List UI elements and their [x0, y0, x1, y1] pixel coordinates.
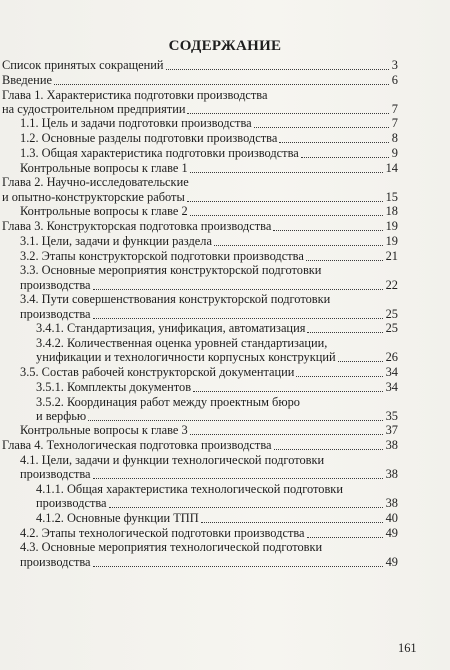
toc-dot-leader [190, 434, 383, 435]
toc-entry-text: 4.2. Этапы технологической подготовки производства [20, 525, 305, 540]
toc-entry-text: Глава 4. Технологическая подготовка производства [2, 438, 272, 453]
toc-entry-text: 3.1. Цели, задачи и функции раздела [20, 233, 212, 248]
toc-dot-leader [187, 113, 389, 114]
toc-entry-text: Список принятых сокращений [2, 58, 164, 72]
toc-entry-text: Глава 2. Научно-исследовательские [2, 175, 189, 190]
toc-entry-text: Глава 3. Конструкторская подготовка производства [2, 219, 272, 234]
toc-entry-text: 3.4.1. Стандартизация, унификация, автоматизация [36, 321, 306, 336]
toc-entry-text: производства [20, 277, 91, 292]
toc-dot-leader [109, 507, 383, 508]
toc-entry-text: и опытно-конструкторские работы [2, 189, 185, 204]
toc-page-number: 25 [385, 321, 398, 336]
toc-dot-leader [190, 172, 383, 173]
toc-page-number: 7 [391, 116, 398, 131]
toc-entry-text: и верфью [36, 408, 87, 423]
toc-entry-text: 3.4. Пути совершенствования конструкторской подготовки [20, 292, 331, 307]
toc-page-number: 49 [385, 554, 398, 569]
toc-dot-leader [307, 332, 383, 333]
toc-entry-text: Контрольные вопросы к главе 1 [20, 160, 188, 175]
toc-dot-leader [88, 420, 383, 421]
toc-entry-text: 1.1. Цель и задачи подготовки производства [20, 116, 252, 131]
toc-dot-leader [166, 69, 389, 70]
toc-entry-text: 1.2. Основные разделы подготовки производства [20, 131, 278, 146]
toc-entry-text: Глава 1. Характеристика подготовки производства [2, 87, 268, 102]
toc-entry-text: производства [36, 496, 107, 511]
toc-dot-leader [93, 478, 383, 479]
toc-dot-leader [301, 157, 389, 158]
toc-entry-text: 4.1.1. Общая характеристика технологической подготовки [36, 481, 343, 496]
toc-page-number: 35 [385, 408, 398, 423]
toc-entry-text: 4.3. Основные мероприятия технологической подготовки [20, 540, 323, 555]
page-title: СОДЕРЖАНИЕ [168, 38, 282, 54]
toc-entry-text: 3.2. Этапы конструкторской подготовки производства [20, 248, 304, 263]
toc-dot-leader [214, 245, 383, 246]
toc-page-number: 7 [391, 101, 398, 116]
toc-page-number: 38 [385, 438, 398, 453]
toc-entry-text: на судостроительном предприятии [2, 101, 186, 116]
toc-entry-text: 3.5.2. Координация работ между проектным бюро [36, 394, 301, 409]
toc-entry-text: 4.1. Цели, задачи и функции технологической подготовки [20, 452, 325, 467]
toc-dot-leader [93, 318, 383, 319]
toc-entry-text: Контрольные вопросы к главе 3 [20, 423, 188, 438]
toc-page-number: 14 [385, 160, 398, 175]
toc-page-number: 37 [385, 423, 398, 438]
toc-page-number: 19 [385, 233, 398, 248]
toc-entry-text: 3.4.2. Количественная оценка уровней стандартизации, [36, 336, 328, 351]
toc-dot-leader [306, 260, 383, 261]
toc-entry-text: производства [20, 467, 91, 482]
toc-page-number: 18 [385, 204, 398, 219]
toc-entry-text: унификации и технологичности корпусных конструкций [36, 350, 336, 365]
toc-dot-leader [190, 215, 383, 216]
toc-page-number: 22 [385, 277, 398, 292]
toc-page-number: 9 [391, 145, 398, 160]
toc-dot-leader [54, 84, 389, 85]
toc-entry-text: 4.1.2. Основные функции ТПП [36, 510, 199, 525]
toc-entry-text: 3.5.1. Комплекты документов [36, 379, 192, 394]
toc-dot-leader [201, 522, 383, 523]
toc-dot-leader [193, 391, 383, 392]
toc-dot-leader [279, 142, 389, 143]
toc-page-number: 38 [385, 467, 398, 482]
toc-page-number: 25 [385, 306, 398, 321]
toc-entry-text: 3.3. Основные мероприятия конструкторской подготовки [20, 263, 322, 278]
toc-page-number: 38 [385, 496, 398, 511]
toc-entry-text: Контрольные вопросы к главе 2 [20, 204, 188, 219]
toc-dot-leader [274, 449, 383, 450]
toc-dot-leader [93, 289, 383, 290]
toc-dot-leader [307, 537, 383, 538]
toc-page-number: 40 [385, 510, 398, 525]
toc-page-number: 3 [391, 58, 398, 72]
toc-entry-text: Введение [2, 72, 52, 87]
toc-entry-text: 3.5. Состав рабочей конструкторской документации [20, 365, 295, 379]
toc-entry-text: производства [20, 554, 91, 569]
toc-entry-text: 1.3. Общая характеристика подготовки производства [20, 145, 299, 160]
toc-page-number: 8 [391, 131, 398, 146]
toc-page-number: 49 [385, 525, 398, 540]
toc-page-number: 26 [385, 350, 398, 365]
toc-dot-leader [338, 361, 383, 362]
toc-dot-leader [273, 230, 383, 231]
toc-page-number: 21 [385, 248, 398, 263]
toc-page-number: 6 [391, 72, 398, 87]
toc-dot-leader [254, 127, 389, 128]
toc-page-number: 15 [385, 189, 398, 204]
toc-page-number: 34 [385, 379, 398, 394]
page-number: 161 [398, 641, 417, 655]
toc-page-number: 19 [385, 219, 398, 234]
toc-dot-leader [93, 566, 383, 567]
toc-dot-leader [187, 201, 383, 202]
toc-dot-leader [296, 376, 383, 377]
toc-page-number: 34 [385, 365, 398, 379]
toc-entry-text: производства [20, 306, 91, 321]
